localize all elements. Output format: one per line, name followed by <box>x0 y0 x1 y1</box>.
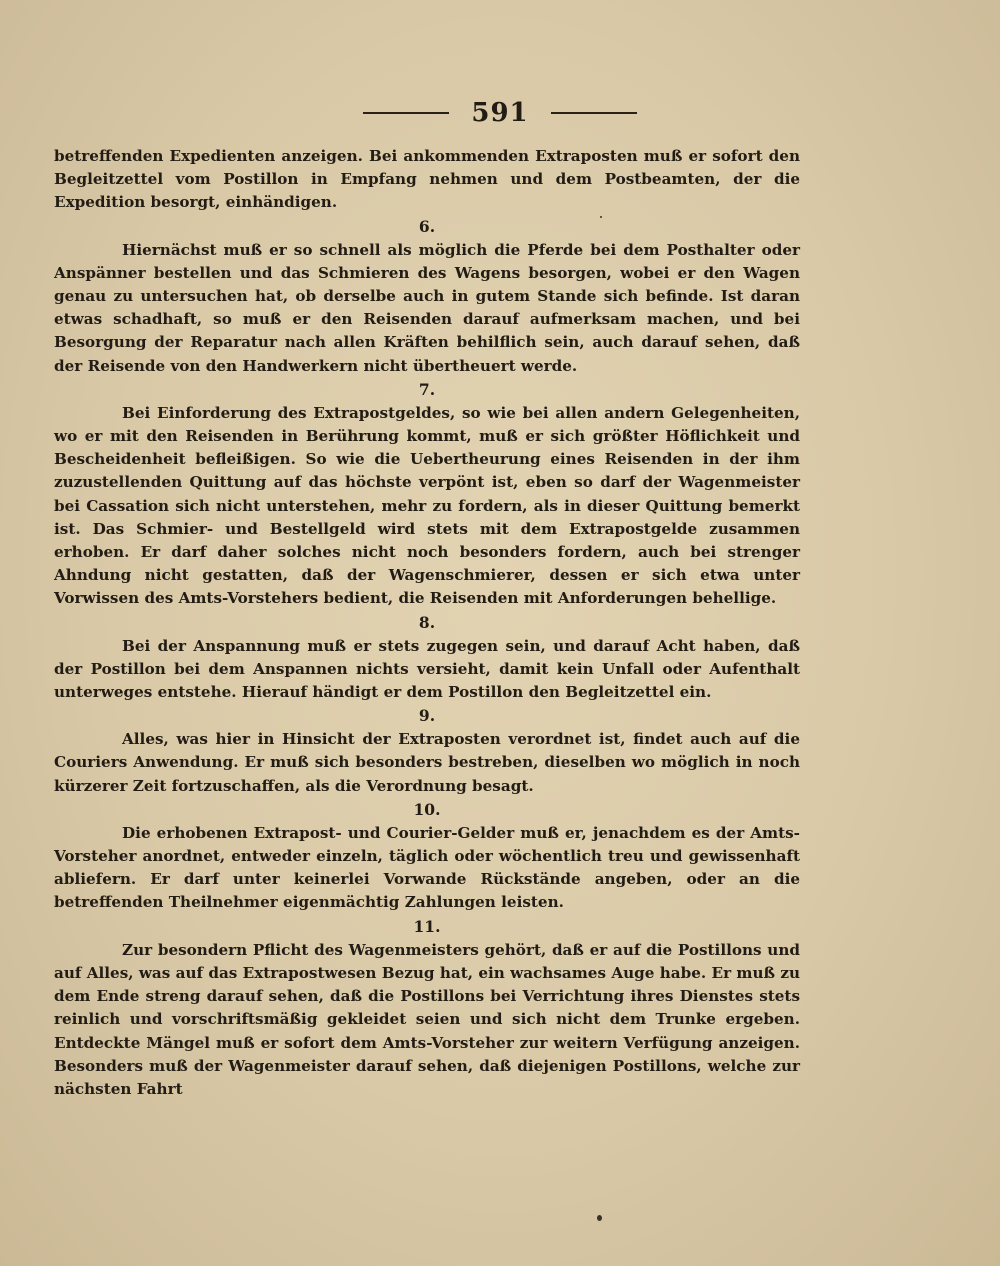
paragraph: Bei Einforderung des Extrapostgeldes, so wie bei allen andern Gelegenheiten, wo er mit den Reisenden in Berührung kommt, muß er sich größter Höflichkeit und Bescheidenheit befleißigen. So wie die Uebertheurung eines Reisenden in der ihm zuzustellenden Quittung auf das höchste verpönt ist, eben so darf der Wagenmeister bei Cassation sich nicht unterstehen, mehr zu fordern, als in dieser Quittung bemerkt ist. Das Schmier- und Bestellgeld wird stets mit dem Extrapostgelde zusammen erhoben. Er darf daher solches nicht noch besonders fordern, auch bei strenger Ahndung nicht gestatten, daß der Wagenschmierer, dessen er sich etwa unter Vorwissen des Amts-Vorstehers bedient, die Reisenden mit Anforderungen behellige. <box>54 403 800 608</box>
page-header <box>0 98 1000 128</box>
section-number: 6. <box>418 216 436 236</box>
section-number: 7. <box>418 379 436 399</box>
section-number: 11. <box>413 916 441 936</box>
section-number: 8. <box>418 612 436 632</box>
body-text <box>54 145 800 1101</box>
header-rule-right <box>551 112 637 114</box>
paragraph: betreffenden Expedienten anzeigen. Bei ankommenden Extraposten muß er sofort den Begleitzettel vom Postillon in Empfang nehmen und dem Postbeamten, der die Expedition besorgt, einhändigen. <box>54 147 800 212</box>
paragraph: Bei der Anspannung muß er stets zugegen sein, und darauf Acht haben, daß der Postillon bei dem Anspannen nichts versieht, damit kein Unfall oder Aufenthalt unterweges entstehe. Hierauf händigt er dem Postillon den Begleitzettel ein. <box>54 636 800 702</box>
section-number: 9. <box>418 706 436 726</box>
section-number: 10. <box>413 799 441 819</box>
header-rule-left <box>363 112 449 114</box>
ink-speck <box>600 216 602 218</box>
paragraph: Alles, was hier in Hinsicht der Extraposten verordnet ist, findet auch auf die Couriers Anwendung. Er muß sich besonders bestreben, dieselben wo möglich in noch kürzerer Zeit fortzuschaffen, als die Verordnung besagt. <box>54 730 800 795</box>
ink-speck <box>597 1215 602 1221</box>
paragraph: Zur besondern Pflicht des Wagenmeisters gehört, daß er auf die Postillons und auf Alles, was auf das Extrapostwesen Bezug hat, ein wachsames Auge habe. Er muß zu dem Ende streng darauf sehen, daß die Postillons bei Verrichtung ihres Dienstes stets reinlich und vorschriftsmäßig gekleidet seien und sich nicht dem Trunke ergeben. Entdeckte Mängel muß er sofort dem Amts-Vorsteher zur weitern Verfügung anzeigen. Besonders muß der Wagenmeister darauf sehen, daß diejenigen Postillons, welche zur nächsten Fahrt <box>54 940 800 1098</box>
paragraph: Hiernächst muß er so schnell als möglich die Pferde bei dem Posthalter oder Anspänner bestellen und das Schmieren des Wagens besorgen, wobei er den Wagen genau zu untersuchen hat, ob derselbe auch in gutem Stande sich befinde. Ist daran etwas schadhaft, so muß er den Reisenden darauf aufmerksam machen, und bei Besorgung der Reparatur nach allen Kräften behilflich sein, auch darauf sehen, daß der Reisende von den Handwerkern nicht übertheuert werde. <box>54 240 800 375</box>
paragraph: Die erhobenen Extrapost- und Courier-Gelder muß er, jenachdem es der Amts-Vorsteher anordnet, entweder einzeln, täglich oder wöchentlich treu und gewissenhaft abliefern. Er darf unter keinerlei Vorwande Rückstände angeben, oder an die betreffenden Theilnehmer eigenmächtig Zahlungen leisten. <box>54 823 800 912</box>
page-number: 591 <box>471 98 529 128</box>
